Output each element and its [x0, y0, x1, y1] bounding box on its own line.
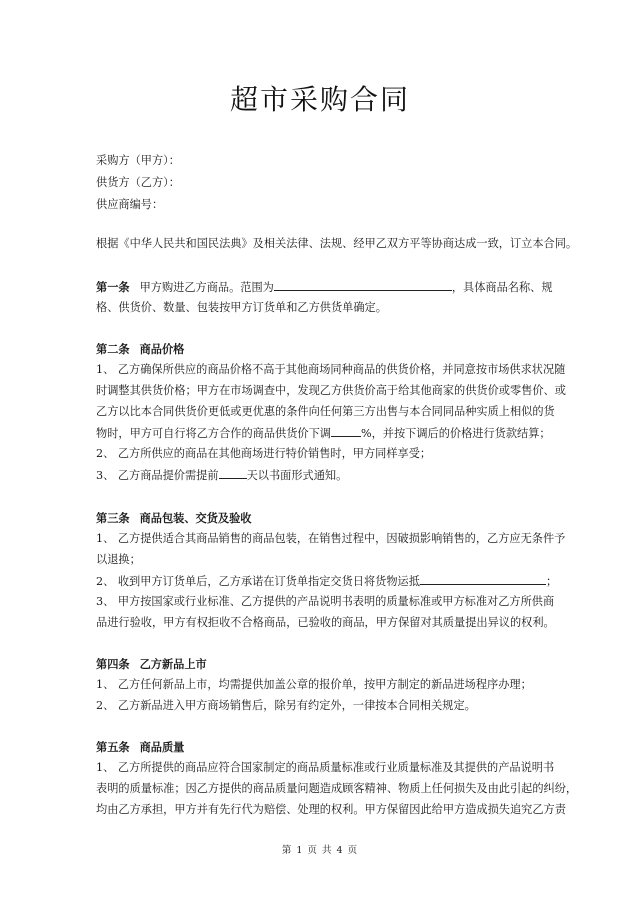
article1-line1: 第一条 甲方购进乙方商品。范围为 ，具体商品名称、规 [96, 280, 553, 294]
article2-line2: 时调整其供货价格；甲方在市场调查中，发现乙方供货价高于给其他商家的供货价或零售价、或 [96, 384, 566, 397]
article5-line1: 1、 乙方所提供的商品应符合国家制定的商品质量标准或行业质量标准及其提供的产品说明书 [96, 761, 555, 774]
article3-line1: 1、 乙方提供适合其商品销售的商品包装，在销售过程中，因破损影响销售的，乙方应无条件予 [96, 532, 566, 545]
article2-line3: 乙方以比本合同供货价更低或更优惠的条件向任何第三方出售与本合同同品种实质上相似的货 [96, 405, 555, 418]
scope-blank [274, 280, 452, 291]
article3-heading: 第三条 商品包装、交货及验收 [96, 511, 252, 525]
article5-line3: 均由乙方承担，甲方并有先行代为赔偿、处理的权利。甲方保留因此给甲方造成损失追究乙方责 [96, 803, 566, 816]
supplier-number-label: 供应商编号： [96, 198, 164, 211]
article2-line1: 1、 乙方确保所供应的商品价格不高于其他商场同种商品的供货价格，并同意按市场供求状况随 [96, 363, 566, 376]
document-title: 超市采购合同 [229, 83, 410, 116]
article5-line2: 表明的质量标准；因乙方提供的商品质量问题造成顾客精神、物质上任何损失及由此引起的纠纷， [96, 782, 578, 795]
article3-line3: 2、 收到甲方订货单后，乙方承诺在订货单指定交货日将货物运抵 ； [96, 575, 558, 588]
preamble: 根据《中华人民共和国民法典》及相关法律、法规、经甲乙双方平等协商达成一致，订立本合同。 [96, 237, 578, 250]
supplier-label: 供货方（乙方）： [96, 176, 180, 189]
discount-blank [331, 426, 361, 437]
article2-heading: 第二条 商品价格 [96, 342, 185, 356]
article1-heading: 第一条 [96, 280, 130, 294]
notice-days-blank [219, 468, 247, 479]
buyer-label: 采购方（甲方）： [96, 154, 180, 167]
article2-line5: 2、 乙方所供应的商品在其他商场进行特价销售时，甲方同样享受； [96, 447, 432, 460]
article3-line5: 品进行验收，甲方有权拒收不合格商品，已验收的商品，甲方保留对其质量提出异议的权利。 [96, 616, 555, 629]
article3-line4: 3、 甲方按国家或行业标准、乙方提供的产品说明书表明的质量标准或甲方标准对乙方所供商 [96, 595, 555, 608]
article4-line1: 1、 乙方任何新品上市，均需提供加盖公章的报价单，按甲方制定的新品进场程序办理； [96, 678, 532, 691]
page-footer: 第 1 页 共 4 页 [281, 845, 359, 856]
article4-line2: 2、 乙方新品进入甲方商场销售后，除另有约定外，一律按本合同相关规定。 [96, 699, 476, 712]
delivery-place-blank [420, 574, 546, 585]
article1-line2: 格、供货价、数量、包装按甲方订货单和乙方供货单确定。 [96, 301, 387, 314]
article2-line4: 物时，甲方可自行将乙方合作的商品供货价下调 %，并按下调后的价格进行货款结算； [96, 427, 551, 440]
article3-line2: 以退换； [96, 553, 141, 566]
article5-heading: 第五条 商品质量 [96, 740, 185, 754]
article2-line6: 3、 乙方商品提价需提前 天以书面形式通知。 [96, 469, 348, 482]
article4-heading: 第四条 乙方新品上市 [96, 657, 207, 671]
